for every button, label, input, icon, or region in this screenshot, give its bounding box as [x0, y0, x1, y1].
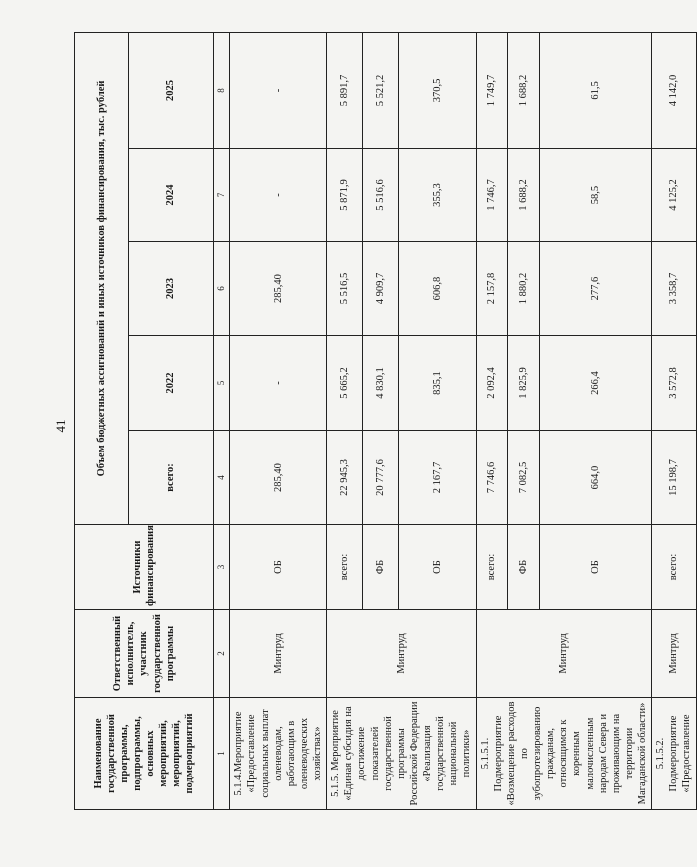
value-2022: 266,4 — [539, 336, 652, 431]
col-number: 7 — [214, 149, 230, 242]
value-2023: 1 880,2 — [508, 242, 540, 336]
value-2023: 2 157,8 — [476, 242, 508, 336]
value-2023: 277,6 — [539, 242, 652, 336]
header-2025: 2025 — [129, 32, 214, 148]
table-row — [652, 32, 696, 809]
value-2023: 3 358,7 — [652, 242, 696, 336]
value-2025: - — [230, 32, 327, 148]
table-row — [230, 32, 327, 809]
value-2025: 4 142,0 — [652, 32, 696, 148]
value-2023: 285,40 — [230, 242, 327, 336]
value-2022: 835,1 — [399, 336, 476, 431]
value-2024: 1 746,7 — [476, 149, 508, 242]
rotated-table-wrapper — [74, 33, 693, 810]
value-total: 22 945,3 — [327, 431, 363, 525]
source-cell: ОБ — [230, 525, 327, 610]
header-2022: 2022 — [129, 336, 214, 431]
value-total: 7 082,5 — [508, 431, 540, 525]
measure-name: 5.1.4.Мероприятие «Предоставление социальных выплат оленеводам, работающим в оленеводческих хозяйствах» — [230, 698, 327, 810]
header-2024: 2024 — [129, 149, 214, 242]
measure-name: 5.1.5.1. Подмероприятие «Возмещение расходов по зубопротезированию гражданам, относящимся к коренным малочисленным народам Севера и проживающим на территории Магаданской области» — [476, 698, 652, 810]
value-total: 20 777,6 — [363, 431, 399, 525]
value-2024: 5 516,6 — [363, 149, 399, 242]
value-2024: 5 871,9 — [327, 149, 363, 242]
value-2022: 3 572,8 — [652, 336, 696, 431]
table-row — [327, 32, 363, 809]
col-number: 6 — [214, 242, 230, 336]
value-2023: 4 909,7 — [363, 242, 399, 336]
value-2025: 5 891,7 — [327, 32, 363, 148]
header-total: всего: — [129, 431, 214, 525]
value-2025: 5 521,2 — [363, 32, 399, 148]
source-cell: всего: — [476, 525, 508, 610]
value-2022: - — [230, 336, 327, 431]
page-number: 41 — [53, 419, 68, 433]
value-total: 2 167,7 — [399, 431, 476, 525]
col-number: 1 — [214, 698, 230, 810]
source-cell: всего: — [652, 525, 696, 610]
header-name: Наименование государственной программы, подпрограммы, основных мероприятий, мероприятий, подмероприятий — [75, 698, 214, 810]
value-total: 664,0 — [539, 431, 652, 525]
measure-executor: Минтруд — [652, 610, 696, 698]
measure-name: 5.1.5. Мероприятие «Единая субсидия на достижение показателей государственной программы Российской Федерации «Реализация государственной национальной политики» — [327, 698, 476, 810]
header-2023: 2023 — [129, 242, 214, 336]
source-cell: ОБ — [399, 525, 476, 610]
value-2022: 5 665,2 — [327, 336, 363, 431]
header-executor: Ответственный исполнитель, участник государственной программы — [75, 610, 214, 698]
col-number: 8 — [214, 32, 230, 148]
measure-executor: Минтруд — [476, 610, 652, 698]
col-number: 3 — [214, 525, 230, 610]
value-total: 285,40 — [230, 431, 327, 525]
header-sources: Источники финансирования — [75, 525, 214, 610]
measure-executor: Минтруд — [327, 610, 476, 698]
value-2023: 606,8 — [399, 242, 476, 336]
value-2024: 355,3 — [399, 149, 476, 242]
col-number: 2 — [214, 610, 230, 698]
header-volume: Объем бюджетных ассигнований и иных источников финансирования, тыс. рублей — [75, 32, 129, 524]
col-number: 5 — [214, 336, 230, 431]
source-cell: ФБ — [508, 525, 540, 610]
value-2025: 61,5 — [539, 32, 652, 148]
value-2024: 4 125,2 — [652, 149, 696, 242]
source-cell: всего: — [327, 525, 363, 610]
value-2022: 4 830,1 — [363, 336, 399, 431]
value-2025: 370,5 — [399, 32, 476, 148]
value-2025: 1 688,2 — [508, 32, 540, 148]
value-2024: 58,5 — [539, 149, 652, 242]
measure-name: 5.1.5.2. Подмероприятие «Предоставление — [652, 698, 696, 810]
budget-table — [74, 32, 697, 810]
value-2024: - — [230, 149, 327, 242]
value-2022: 1 825,9 — [508, 336, 540, 431]
value-2025: 1 749,7 — [476, 32, 508, 148]
value-total: 7 746,6 — [476, 431, 508, 525]
source-cell: ФБ — [363, 525, 399, 610]
measure-executor: Минтруд — [230, 610, 327, 698]
value-2022: 2 092,4 — [476, 336, 508, 431]
value-2024: 1 688,2 — [508, 149, 540, 242]
col-number: 4 — [214, 431, 230, 525]
value-total: 15 198,7 — [652, 431, 696, 525]
value-2023: 5 516,5 — [327, 242, 363, 336]
table-row — [476, 32, 508, 809]
source-cell: ОБ — [539, 525, 652, 610]
